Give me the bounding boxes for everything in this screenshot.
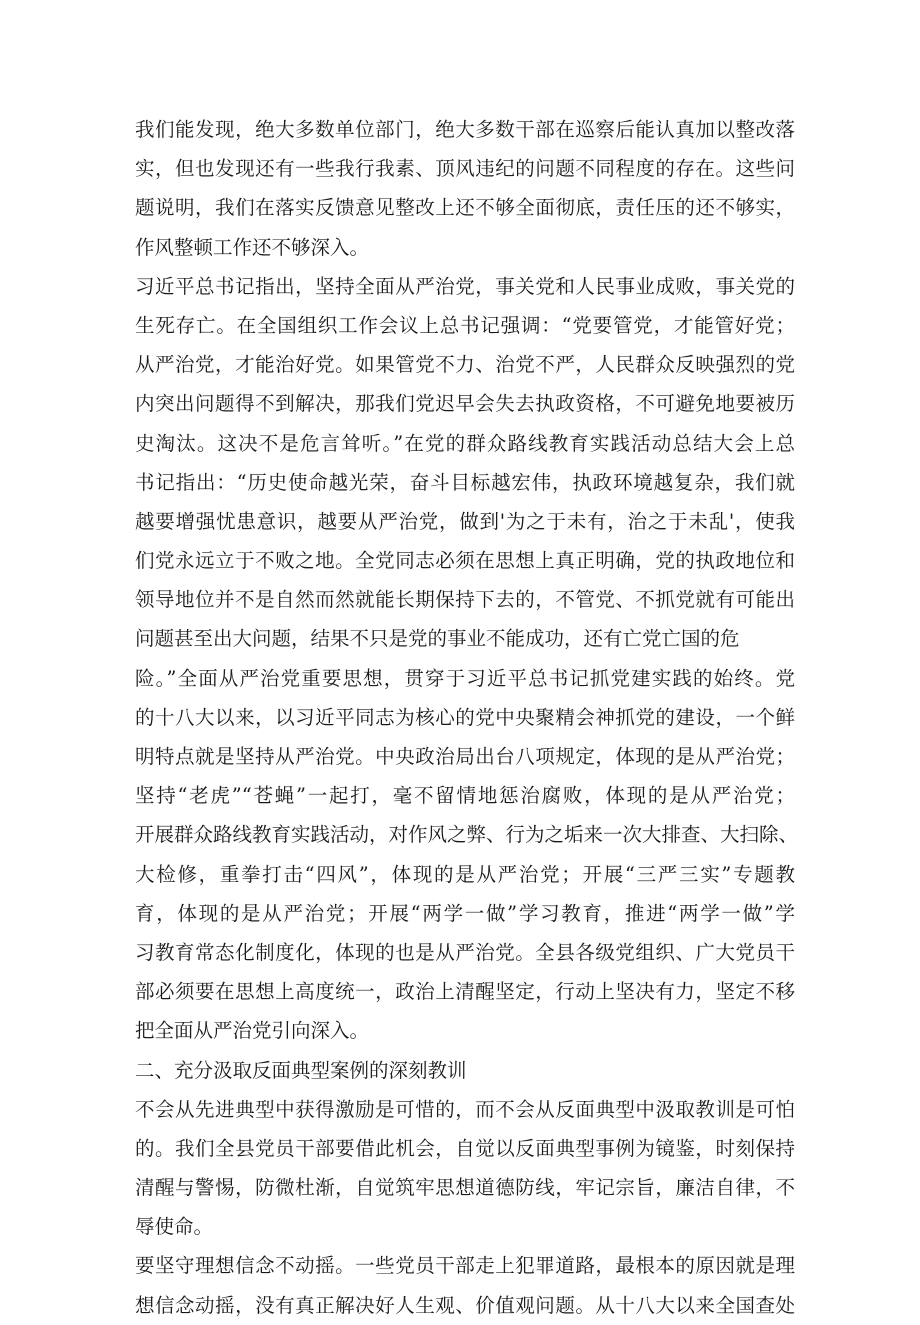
text-line: 史淘汰。这决不是危言耸听。”在党的群众路线教育实践活动总结大会上总 [135,431,795,455]
text-line: 想信念动摇，没有真正解决好人生观、价值观问题。从十八大以来全国查处 [135,1293,795,1317]
text-line: 开展群众路线教育实践活动，对作风之弊、行为之垢来一次大排查、大扫除、 [135,823,799,847]
text-line: 大检修，重拳打击“四风”，体现的是从严治党；开展“三严三实”专题教 [135,862,795,886]
text-line: 育，体现的是从严治党；开展“两学一做”学习教育，推进“两学一做”学 [135,901,795,925]
text-line: 领导地位并不是自然而然就能长期保持下去的，不管党、不抓党就有可能出 [135,588,795,612]
section-heading-text: 二、充分汲取反面典型案例的深刻教训 [135,1058,467,1082]
paragraph-ideals-beliefs [135,1246,795,1324]
text-line: 清醒与警惕，防微杜渐，自觉筑牢思想道德防线，牢记宗旨，廉洁自律，不 [135,1176,795,1200]
text-line: 的。我们全县党员干部要借此机会，自觉以反面典型事例为镜鉴，时刻保持 [135,1136,795,1160]
text-line: 把全面从严治党引向深入。 [135,1019,370,1043]
text-line: 实，但也发现还有一些我行我素、顶风违纪的问题不同程度的存在。这些问 [135,157,795,181]
text-line: 坚持“老虎”“苍蝇”一起打，毫不留情地惩治腐败，体现的是从严治党； [135,784,795,808]
text-line: 我们能发现，绝大多数单位部门，绝大多数干部在巡察后能认真加以整改落 [135,118,795,141]
text-line: 习教育常态化制度化，体现的也是从严治党。全县各级党组织、广大党员干 [135,940,795,964]
text-line: 生死存亡。在全国组织工作会议上总书记强调：“党要管党，才能管好党； [135,313,795,337]
document-page [135,110,799,1325]
text-line: 内突出问题得不到解决，那我们党迟早会失去执政资格，不可避免地要被历 [135,392,795,416]
paragraph-negative-examples [135,1090,795,1247]
paragraph-rectification-problems [135,110,795,267]
text-line: 险。”全面从严治党重要思想，贯穿于习近平总书记抓党建实践的始终。党 [135,666,795,690]
text-line: 越要增强忧患意识，越要从严治党，做到'为之于未有，治之于未乱'，使我 [135,509,795,533]
section-heading [135,1051,795,1090]
text-line: 的十八大以来，以习近平同志为核心的党中央聚精会神抓党的建设，一个鲜 [135,705,795,729]
text-line: 题说明，我们在落实反馈意见整改上还不够全面彻底，责任压的还不够实， [135,196,795,220]
text-line: 要坚守理想信念不动摇。一些党员干部走上犯罪道路，最根本的原因就是理 [135,1254,795,1278]
text-line: 明特点就是坚持从严治党。中央政治局出台八项规定，体现的是从严治党； [135,745,795,768]
text-line: 从严治党，才能治好党。如果管党不力、治党不严，人民群众反映强烈的党 [135,353,795,377]
text-line: 部必须要在思想上高度统一，政治上清醒坚定，行动上坚决有力，坚定不移 [135,980,795,1004]
text-line: 不会从先进典型中获得激励是可惜的，而不会从反面典型中汲取教训是可怕 [135,1097,795,1121]
text-line: 书记指出：“历史使命越光荣，奋斗目标越宏伟，执政环境越复杂，我们就 [135,470,795,494]
text-line: 们党永远立于不败之地。全党同志必须在思想上真正明确，党的执政地位和 [135,549,795,573]
text-line: 辱使命。 [135,1215,214,1239]
text-line: 问题甚至出大问题，结果不只是党的事业不能成功，还有亡党亡国的危 [135,627,740,651]
text-line: 作风整顿工作还不够深入。 [135,235,370,259]
paragraph-strict-governance [135,267,799,1051]
text-line: 习近平总书记指出，坚持全面从严治党，事关党和人民事业成败，事关党的 [135,274,795,298]
